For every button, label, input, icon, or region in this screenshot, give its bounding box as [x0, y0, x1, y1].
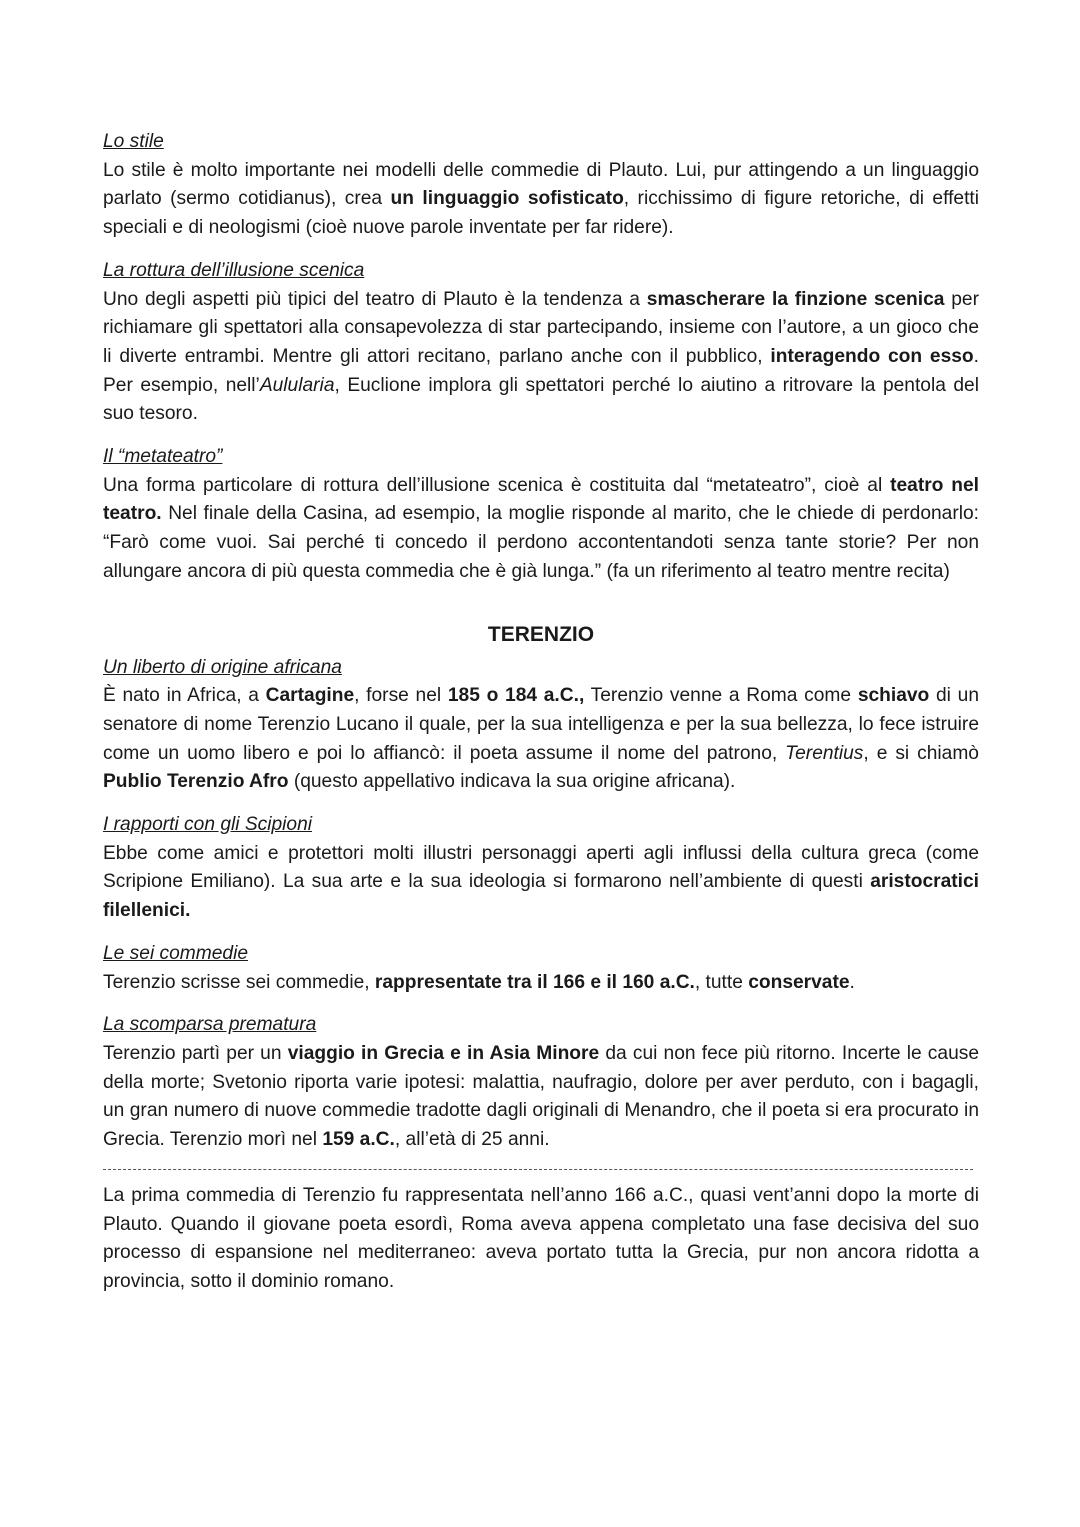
section-body: [103, 286, 979, 430]
closing-paragraph: La prima commedia di Terenzio fu rappresentata nell’anno 166 a.C., quasi vent’anni dopo la morte di Plauto. Quando il giovane poeta esordì, Roma aveva appena completato una fase decisiva del suo processo di espansione nel mediterraneo: aveva portato tutta la Grecia, pur non ancora ridotta a provincia, sotto il dominio romano.: [103, 1184, 979, 1292]
bold-text: schiavo: [857, 685, 930, 707]
section-body: [103, 472, 979, 587]
terenzio-section: [103, 1011, 979, 1155]
bold-text: aristocratici filellenici.: [103, 871, 979, 922]
body-text: da cui non fece più ritorno. Incerte le cause della morte; Svetonio riporta varie ipotesi: malattia, naufragio, dolore per aver perduto, con i bagagli, un gran numero di nuove commedie tradotte dagli originali di Menandro, che il poeta si era procurato in Grecia. Terenzio morì nel: [103, 1042, 980, 1151]
plauto-section: [103, 443, 979, 587]
body-text: Terenzio scrisse sei commedie,: [103, 971, 375, 993]
plauto-section: [103, 128, 979, 243]
body-text: .: [849, 971, 855, 993]
body-text: Lo stile è molto importante nei modelli delle commedie di Plauto. Lui, pur attingendo a un linguaggio parlato (sermo cotidianus), crea: [103, 159, 979, 210]
section-heading: La rottura dell’illusione scenica: [103, 259, 365, 281]
section-body: [103, 840, 979, 926]
bold-text: viaggio in Grecia e in Asia Minore: [287, 1042, 600, 1064]
section-heading: Le sei commedie: [103, 942, 249, 964]
body-text: di un senatore di nome Terenzio Lucano il quale, per la sua intelligenza e per la sua bellezza, lo fece istruire come un uomo libero e poi lo affiancò: il poeta assume il nome del patrono,: [103, 685, 979, 764]
section-body: [103, 682, 979, 797]
bold-text: Publio Terenzio Afro: [103, 771, 289, 793]
section-heading: I rapporti con gli Scipioni: [103, 814, 313, 836]
section-heading: Lo stile: [103, 131, 164, 152]
body-text: Ebbe come amici e protettori molti illustri personaggi aperti agli influssi della cultura greca (come Scripione Emiliano). La sua arte e la sua ideologia si formarono nell’ambiente di questi: [103, 842, 979, 893]
section-body: [103, 1040, 979, 1155]
bold-text: 159 a.C.: [322, 1129, 395, 1151]
section-heading: Il “metateatro”: [103, 446, 223, 468]
dashed-divider: [103, 1169, 973, 1170]
bold-text: smascherare la finzione scenica: [646, 288, 945, 310]
section-body: [103, 969, 979, 998]
body-text: , ricchissimo di figure retoriche, di effetti speciali e di neologismi (cioè nuove parole inventate per far ridere).: [103, 188, 980, 239]
bold-text: conservate: [748, 971, 850, 993]
body-text: per richiamare gli spettatori alla consapevolezza di star partecipando, insieme con l’autore, a un gioco che li diverte entrambi. Mentre gli attori recitano, parlano anche con il pubblico,: [103, 288, 979, 367]
terenzio-section: [103, 940, 979, 997]
body-text: . Per esempio, nell’: [103, 345, 979, 396]
plauto-sections: [103, 128, 979, 587]
plauto-section: [103, 257, 979, 429]
bold-text: Cartagine: [265, 685, 355, 707]
body-text: (questo appellativo indicava la sua origine africana).: [288, 771, 736, 793]
body-text: , forse nel: [354, 685, 448, 707]
italic-text: Terentius: [785, 742, 864, 764]
bold-text: un linguaggio sofisticato: [390, 188, 624, 210]
body-text: Terenzio partì per un: [103, 1042, 288, 1064]
bold-text: 185 o 184 a.C.,: [447, 685, 585, 707]
section-heading: La scomparsa prematura: [103, 1014, 317, 1036]
body-text: Nel finale della Casina, ad esempio, la moglie risponde al marito, che le chiede di perdonarlo: “Farò come vuoi. Sai perché ti concedo il perdono accontentandoti senza tante storie? Per non allungare ancora di più questa commedia che è già lunga.” (fa un riferimento al teatro mentre recita): [103, 503, 979, 582]
section-heading: Un liberto di origine africana: [103, 656, 342, 678]
body-text: , all’età di 25 anni.: [394, 1129, 550, 1151]
bold-text: interagendo con esso: [770, 345, 974, 367]
document-page: [103, 128, 979, 1297]
body-text: Terenzio venne a Roma come: [584, 685, 858, 707]
body-text: , e si chiamò: [863, 742, 979, 764]
body-text: , tutte: [694, 971, 749, 993]
bold-text: teatro nel teatro.: [103, 474, 980, 525]
section-body: [103, 157, 979, 243]
terenzio-sections: [103, 654, 979, 1155]
body-text: , Euclione implora gli spettatori perché lo aiutino a ritrovare la pentola del suo tesoro.: [103, 374, 979, 425]
terenzio-section: [103, 811, 979, 926]
body-text: Una forma particolare di rottura dell’illusione scenica è costituita dal “metateatro”, cioè al: [103, 474, 891, 496]
section-title: TERENZIO: [487, 622, 595, 646]
bold-text: rappresentate tra il 166 e il 160 a.C.: [374, 971, 695, 993]
body-text: È nato in Africa, a: [103, 685, 266, 707]
italic-text: Aulularia: [259, 374, 335, 396]
body-text: Uno degli aspetti più tipici del teatro di Plauto è la tendenza a: [103, 288, 647, 310]
terenzio-section: [103, 654, 979, 798]
